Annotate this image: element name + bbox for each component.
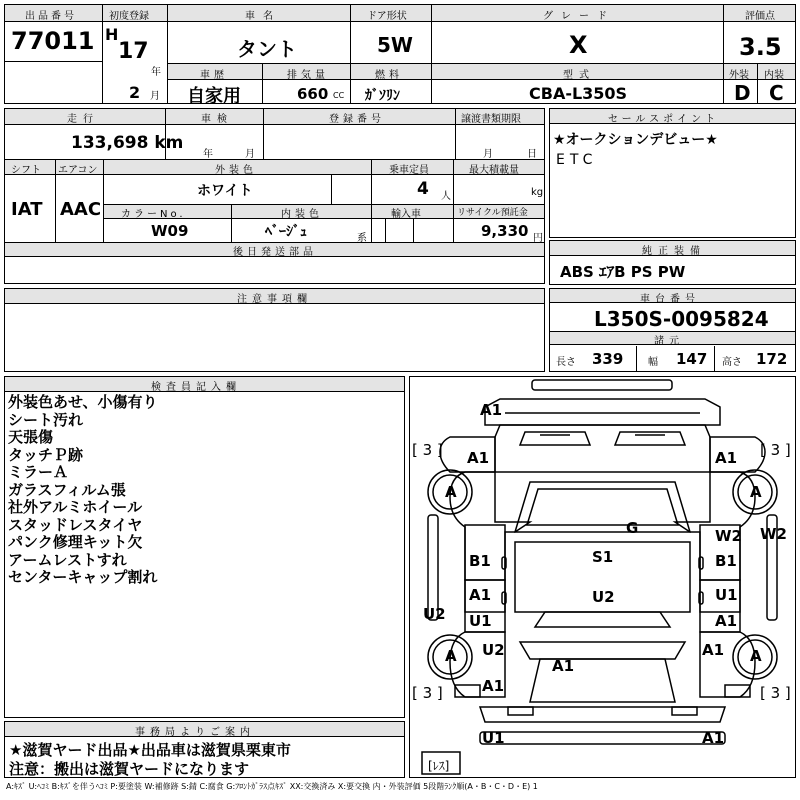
height-label: 高さ: [722, 357, 742, 368]
office-line-1: ★滋賀ヤード出品★出品車は滋賀県栗東市: [9, 741, 291, 759]
sales-point-box: [549, 108, 796, 238]
car-name-label: 車名: [245, 11, 281, 22]
inspector-note: ガラスフィルム張: [8, 480, 126, 499]
mark-right-w2-inner: W2: [715, 527, 742, 545]
exterior-grade: D: [734, 81, 751, 105]
recycle-value: 9,330: [481, 222, 529, 240]
fuel-label: 燃料: [375, 70, 403, 81]
office-label: 事務局よりご案内: [135, 727, 255, 738]
int-color-label: 内装色: [281, 209, 323, 220]
int-color-suffix: 系: [357, 233, 367, 244]
mark-wheel-rr: A: [750, 647, 762, 665]
sales-point-line-2: ETC: [556, 152, 598, 168]
sales-point-label: セールスポイント: [608, 114, 720, 125]
max-load-unit: kg: [531, 187, 544, 198]
history-label: 車歴: [200, 70, 228, 81]
color-no-value: W09: [151, 222, 189, 240]
caution-box: [4, 288, 545, 372]
displacement-unit: CC: [333, 91, 345, 100]
shift-label: シフト: [11, 165, 41, 176]
grade-value: X: [569, 31, 588, 59]
mark-wheel-fl: A: [445, 483, 457, 501]
int-color-value: ﾍﾞｰｼﾞｭ: [265, 224, 307, 240]
lot-label: 出品番号: [25, 11, 77, 22]
displacement-label: 排気量: [287, 70, 329, 81]
inspector-note: 社外アルミホイール: [8, 498, 143, 516]
tread-rear-right: [ 3 ]: [760, 684, 791, 702]
door-value: 5W: [377, 33, 413, 57]
mark-right-front-door: B1: [715, 552, 737, 570]
mark-left-rear-door-2: U1: [469, 612, 492, 630]
inspection-label: 車検: [201, 114, 233, 125]
exterior-label: 外装: [729, 70, 749, 81]
reg-no-label: 登録番号: [329, 114, 385, 125]
mark-roof-rear: U2: [592, 588, 615, 606]
inspector-note: シート汚れ: [8, 410, 84, 429]
tread-front-right: [ 3 ]: [760, 441, 791, 459]
first-reg-label: 初度登録: [109, 11, 149, 22]
door-label: ドア形状: [367, 11, 407, 22]
inspector-note: 外装色あせ、小傷有り: [8, 393, 158, 411]
mark-right-w2-outer: W2: [760, 525, 787, 543]
inspector-label: 検査員記入欄: [151, 382, 241, 393]
chassis-number: L350S-0095824: [594, 307, 769, 331]
inspector-note: 天張傷: [8, 428, 54, 446]
mileage-label: 走行: [67, 114, 99, 125]
reg-year: 17: [118, 39, 149, 64]
inspector-note: タッチＰ跡: [8, 445, 84, 464]
inspection-year-unit: 年: [203, 149, 213, 160]
sales-point-line-1: ★オークションデビュー★: [553, 132, 718, 148]
tread-front-left: [ 3 ]: [412, 441, 443, 459]
mark-wheel-fr: A: [750, 483, 762, 501]
equipment-box: [549, 240, 796, 285]
mark-left-rear-fender-1: U2: [482, 641, 505, 659]
mark-windshield: G: [626, 519, 639, 537]
score-label: 評価点: [745, 11, 775, 22]
mark-front-bumper: A1: [480, 401, 503, 419]
inspector-note: パンク修理キット欠: [8, 533, 143, 551]
ac-value: AAC: [60, 199, 102, 220]
fuel-value: ｶﾞｿﾘﾝ: [365, 88, 400, 104]
inspection-month-unit: 月: [245, 149, 255, 160]
header-block: [4, 4, 796, 107]
height-value: 172: [756, 350, 788, 368]
length-label: 長さ: [556, 357, 576, 368]
width-value: 147: [676, 350, 708, 368]
mark-left-sill: U2: [423, 605, 446, 623]
dims-label: 諸元: [654, 336, 684, 347]
import-label: 輸入車: [391, 209, 421, 220]
mark-front-left-fender: A1: [467, 449, 490, 467]
mark-left-rear-fender-2: A1: [482, 677, 505, 695]
inspector-note: ミラーＡ: [8, 463, 69, 481]
recycle-unit: 円: [533, 233, 543, 244]
office-notice-box: [4, 721, 405, 778]
interior-grade: C: [769, 81, 784, 105]
inspector-note: スタッドレスタイヤ: [8, 515, 143, 534]
mileage-value: 133,698 km: [71, 133, 184, 153]
mark-right-rear-door-2: A1: [715, 612, 738, 630]
length-value: 339: [592, 350, 624, 368]
ext-color-value: ホワイト: [197, 183, 253, 199]
model-value: CBA-L350S: [529, 84, 628, 103]
mark-roof-front: S1: [592, 548, 614, 566]
width-label: 幅: [648, 357, 658, 368]
ac-label: エアコン: [58, 165, 98, 176]
lot-number: 77011: [11, 27, 95, 55]
model-label: 型式: [563, 70, 595, 81]
mark-front-right-fender: A1: [715, 449, 738, 467]
equipment-value: ABS ｴｱB PS PW: [560, 263, 686, 281]
mark-rear-bumper-right: A1: [702, 729, 725, 747]
mark-right-rear-fender: A1: [702, 641, 725, 659]
transfer-month-unit: 月: [483, 149, 493, 160]
spare-tire-label: [ﾚｽ]: [428, 759, 450, 773]
chassis-box: [549, 288, 796, 372]
mark-left-rear-door-1: A1: [469, 586, 492, 604]
vehicle-details: [4, 108, 545, 284]
damage-diagram: [409, 376, 796, 778]
capacity-unit: 人: [441, 191, 451, 202]
interior-label: 内装: [764, 70, 784, 81]
legend: A:ｷｽﾞ U:ﾍｺﾐ B:ｷｽﾞを伴うﾍｺﾐ P:要塗装 W:補修跡 S:錆 C:腐食 G:ﾌﾛﾝﾄｶﾞﾗｽ点ｷｽﾞ XX:交換済み X:要交換 内・外装評価 5段階ﾗﾝｸ順(A・B・C・D・E) 1: [6, 782, 538, 791]
shift-value: IAT: [11, 199, 43, 220]
month-unit: 月: [150, 91, 160, 102]
office-line-2: 注意：搬出は滋賀ヤードになります: [9, 760, 250, 778]
car-name: タント: [237, 37, 297, 61]
capacity-value: 4: [417, 179, 429, 199]
car-outline-diagram: [410, 377, 795, 777]
transfer-label: 譲渡書類期限: [461, 114, 521, 125]
equipment-label: 純正装備: [642, 246, 706, 257]
ext-color-label: 外装色: [215, 165, 257, 176]
era: H: [105, 25, 119, 44]
inspector-note: センターキャップ割れ: [8, 568, 158, 586]
mark-rear-bumper-left: U1: [482, 729, 505, 747]
max-load-label: 最大積載量: [469, 165, 519, 176]
chassis-label: 車台番号: [640, 294, 700, 305]
tread-rear-left: [ 3 ]: [412, 684, 443, 702]
mark-back-door: A1: [552, 657, 575, 675]
color-no-label: カラーNo.: [121, 209, 186, 220]
caution-label: 注意事項欄: [237, 294, 312, 305]
displacement-value: 660: [297, 85, 329, 103]
transfer-day-unit: 日: [527, 149, 537, 160]
year-unit: 年: [151, 67, 161, 78]
inspector-note: アームレストすれ: [8, 550, 127, 569]
reg-month: 2: [129, 83, 141, 102]
score-value: 3.5: [739, 33, 782, 61]
mark-left-front-door: B1: [469, 552, 491, 570]
capacity-label: 乗車定員: [389, 165, 429, 176]
recycle-label: リサイクル預託金: [457, 208, 528, 218]
later-parts-label: 後日発送部品: [233, 247, 317, 258]
inspector-notes-box: [4, 376, 405, 718]
mark-right-rear-door-1: U1: [715, 586, 738, 604]
mark-wheel-rl: A: [445, 647, 457, 665]
grade-label: グレード: [543, 11, 615, 22]
history-value: 自家用: [187, 86, 241, 107]
